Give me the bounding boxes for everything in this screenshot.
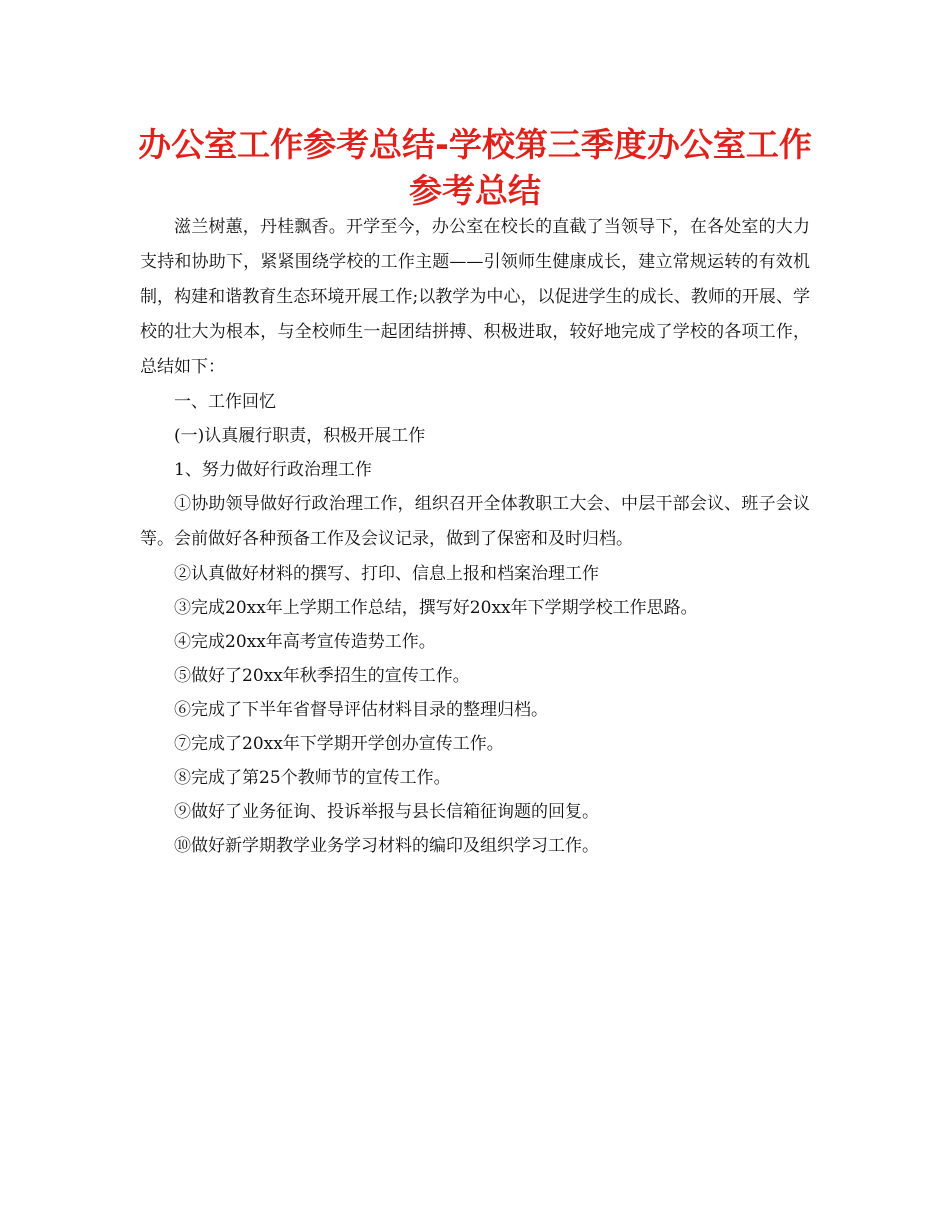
section-heading: 一、工作回忆 bbox=[174, 392, 276, 412]
work-point-4: ④完成20xx年高考宣传造势工作。 bbox=[174, 632, 436, 652]
work-point-6: ⑥完成了下半年省督导评估材料目录的整理归档。 bbox=[174, 700, 548, 720]
subsection-heading: (一)认真履行职责，积极开展工作 bbox=[174, 426, 426, 446]
intro-paragraph: 滋兰树蕙，丹桂飘香。开学至今，办公室在校长的直截了当领导下，在各处室的大力支持和协助下，紧紧围绕学校的工作主题——引领师生健康成长，建立常规运转的有效机制，构建和谐教育生态环境开展工作;以教学为中心，以促进学生的成长、教师的开展、学校的壮大为根本，与全校师生一起团结拼搏、积极进取，较好地完成了学校的各项工作，总结如下： bbox=[140, 217, 810, 377]
document-title: 办公室工作参考总结-学校第三季度办公室工作参考总结 bbox=[138, 125, 812, 210]
item-heading: 1、努力做好行政治理工作 bbox=[174, 460, 372, 480]
work-point-2: ②认真做好材料的撰写、打印、信息上报和档案治理工作 bbox=[174, 564, 599, 584]
work-point-9: ⑨做好了业务征询、投诉举报与县长信箱征询题的回复。 bbox=[174, 802, 599, 822]
work-point-8: ⑧完成了第25个教师节的宣传工作。 bbox=[174, 768, 451, 788]
work-point-3: ③完成20xx年上学期工作总结，撰写好20xx年下学期学校工作思路。 bbox=[174, 598, 698, 618]
work-point-1: ①协助领导做好行政治理工作，组织召开全体教职工大会、中层干部会议、班子会议等。会前做好各种预备工作及会议记录，做到了保密和及时归档。 bbox=[140, 494, 810, 549]
work-point-7: ⑦完成了20xx年下学期开学创办宣传工作。 bbox=[174, 734, 504, 754]
work-point-10: ⑩做好新学期教学业务学习材料的编印及组织学习工作。 bbox=[174, 836, 599, 856]
document-body bbox=[140, 210, 810, 863]
work-point-5: ⑤做好了20xx年秋季招生的宣传工作。 bbox=[174, 666, 470, 686]
